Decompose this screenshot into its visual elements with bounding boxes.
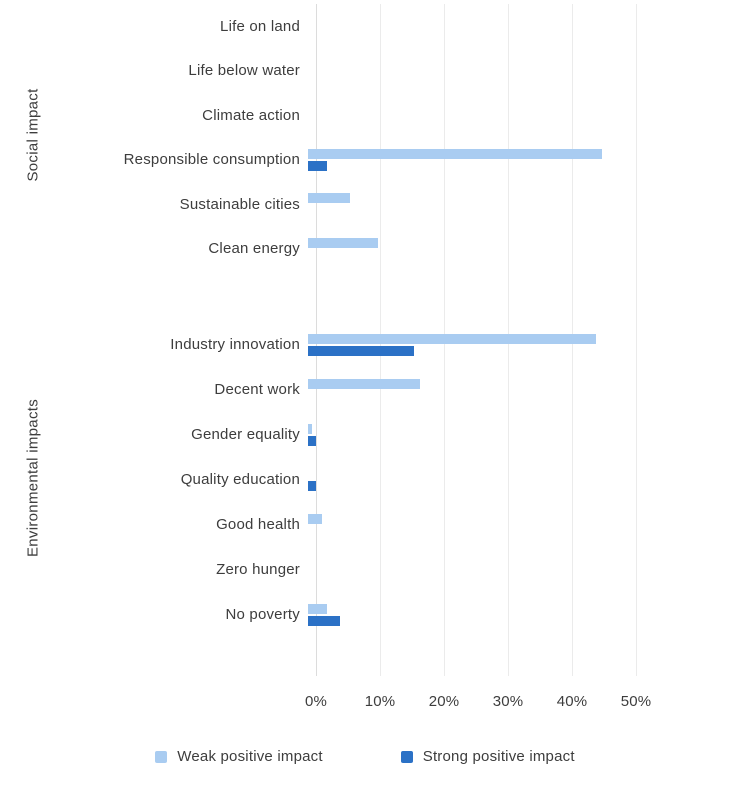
bar-zone (308, 227, 700, 272)
bar-zone (308, 367, 700, 412)
category-row (36, 502, 700, 547)
legend-swatch-icon (401, 751, 413, 763)
category-label: No poverty (225, 606, 300, 623)
bar-zone (308, 138, 700, 183)
category-row (36, 93, 700, 138)
bar-zone (308, 502, 700, 547)
category-label: Good health (216, 516, 300, 533)
legend-item-weak-positive-impact[interactable] (155, 748, 322, 765)
x-tick-label: 50% (620, 693, 652, 710)
strong-positive-bar (308, 481, 316, 491)
legend (0, 748, 730, 765)
weak-positive-bar (308, 379, 420, 389)
category-label: Zero hunger (216, 561, 300, 578)
category-row (36, 592, 700, 637)
bar-zone (308, 592, 700, 637)
category-label: Life below water (188, 62, 300, 80)
category-row (36, 138, 700, 183)
bar-zone (308, 412, 700, 457)
x-tick-label: 0% (304, 693, 328, 710)
category-label: Responsible consumption (123, 151, 300, 169)
bar-zone (308, 93, 700, 138)
category-label: Decent work (214, 381, 300, 398)
x-tick-label: 40% (556, 693, 588, 710)
bar-zone (308, 182, 700, 227)
group-spacer (36, 271, 700, 322)
strong-positive-bar (308, 346, 414, 356)
weak-positive-bar (308, 238, 378, 248)
legend-label: Weak positive impact (177, 748, 323, 765)
legend-swatch-icon (155, 751, 167, 763)
category-label: Gender equality (191, 426, 300, 443)
bar-zone (308, 322, 700, 367)
strong-positive-bar (308, 161, 327, 171)
x-tick-label: 20% (428, 693, 460, 710)
category-label: Life on land (220, 17, 300, 35)
group-label-environmental-impacts: Environmental impacts (24, 398, 42, 558)
weak-positive-bar (308, 604, 327, 614)
weak-positive-bar (308, 193, 350, 203)
group-label-social-impact: Social impact (24, 88, 42, 182)
legend-item-strong-positive-impact[interactable] (401, 748, 575, 765)
bar-zone (308, 457, 700, 502)
category-row (36, 412, 700, 457)
category-row (36, 367, 700, 412)
legend-label: Strong positive impact (422, 748, 575, 765)
category-row (36, 457, 700, 502)
category-label: Climate action (202, 106, 300, 124)
category-row (36, 4, 700, 49)
weak-positive-bar (308, 334, 596, 344)
category-rows (36, 4, 700, 637)
category-row (36, 322, 700, 367)
category-label: Quality education (180, 471, 300, 488)
bar-zone (308, 49, 700, 94)
bar-zone (308, 4, 700, 49)
category-row (36, 547, 700, 592)
category-label: Sustainable cities (179, 195, 300, 213)
x-tick-label: 10% (364, 693, 396, 710)
category-row (36, 227, 700, 272)
weak-positive-bar (308, 424, 312, 434)
bar-zone (308, 547, 700, 592)
strong-positive-bar (308, 436, 316, 446)
weak-positive-bar (308, 514, 322, 524)
x-tick-label: 30% (492, 693, 524, 710)
weak-positive-bar (308, 149, 602, 159)
category-row (36, 182, 700, 227)
category-label: Industry innovation (170, 336, 300, 353)
category-row (36, 49, 700, 94)
category-label: Clean energy (208, 240, 300, 258)
strong-positive-bar (308, 616, 340, 626)
